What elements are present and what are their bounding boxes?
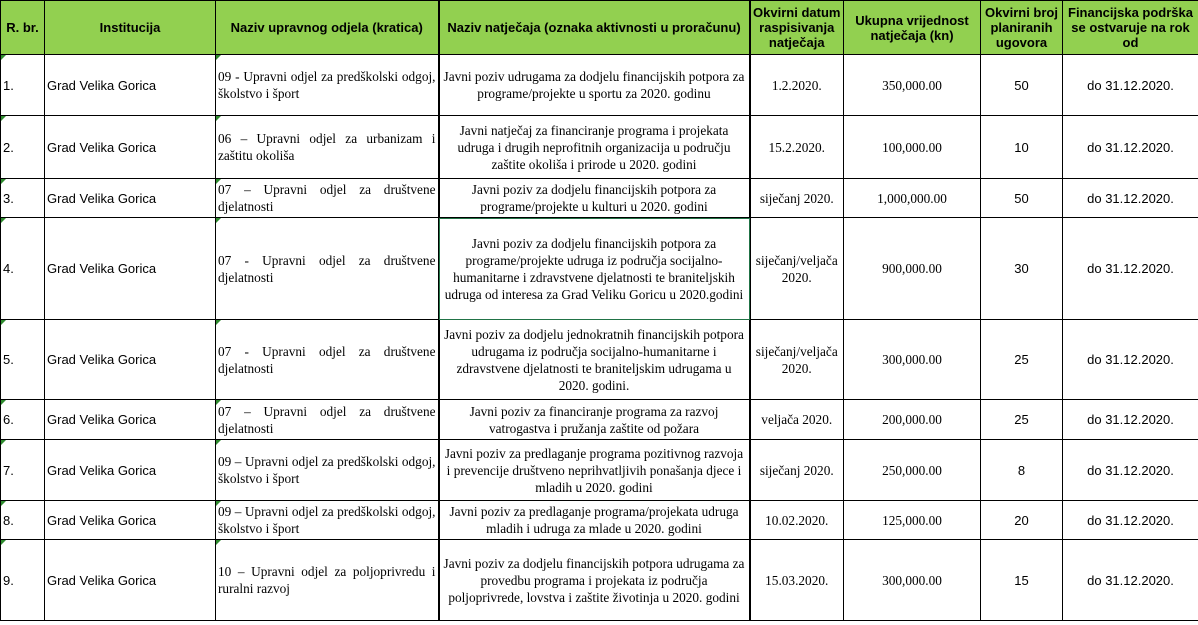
cell-contracts-text: 50 xyxy=(1014,77,1029,93)
cell-num[interactable] xyxy=(1,501,45,540)
cell-tender-name[interactable] xyxy=(439,320,750,400)
comment-marker-icon xyxy=(1,501,6,506)
table-row xyxy=(1,218,1198,320)
header-num[interactable]: R. br. xyxy=(1,1,45,55)
cell-support-text: do 31.12.2020. xyxy=(1087,412,1174,427)
comment-marker-icon xyxy=(1,400,6,405)
cell-contracts-text: 8 xyxy=(1017,462,1026,478)
cell-department-text: 09 - Upravni odjel za predškolski odgoj, školstvo i šport xyxy=(218,69,436,101)
cell-date-text: siječanj 2020. xyxy=(759,462,834,478)
cell-num[interactable] xyxy=(1,55,45,116)
cell-institution-text: Grad Velika Gorica xyxy=(47,462,157,478)
comment-marker-icon xyxy=(1,320,6,325)
comment-marker-icon xyxy=(216,540,221,545)
cell-tender-name[interactable] xyxy=(439,540,750,621)
cell-contracts-text: 30 xyxy=(1014,261,1029,276)
cell-value-text: 200,000.00 xyxy=(882,412,942,427)
comment-marker-icon xyxy=(1,179,6,184)
cell-value-text: 350,000.00 xyxy=(882,77,942,93)
cell-institution[interactable] xyxy=(45,540,216,621)
cell-value[interactable] xyxy=(844,400,981,440)
header-department[interactable]: Naziv upravnog odjela (kratica) xyxy=(216,1,439,55)
cell-support[interactable] xyxy=(1063,501,1198,540)
comment-marker-icon xyxy=(1,440,6,445)
cell-department[interactable] xyxy=(216,501,439,540)
cell-num-text: 5. xyxy=(3,352,14,367)
comment-marker-icon xyxy=(1,218,6,223)
cell-date[interactable] xyxy=(750,218,844,320)
header-date[interactable]: Okvirni datum raspisivanja natječaja xyxy=(750,1,844,55)
cell-num-text: 2. xyxy=(3,139,14,155)
table-row xyxy=(1,55,1198,116)
cell-contracts[interactable] xyxy=(981,116,1063,179)
cell-date-text: 10.02.2020. xyxy=(765,512,829,528)
cell-value[interactable] xyxy=(844,218,981,320)
cell-date[interactable] xyxy=(750,540,844,621)
cell-date-text: 15.2.2020. xyxy=(768,139,825,155)
cell-institution[interactable] xyxy=(45,320,216,400)
header-support[interactable]: Financijska podrška se ostvaruje na rok od xyxy=(1063,1,1198,55)
cell-tender-name[interactable] xyxy=(439,400,750,440)
header-contracts[interactable]: Okvirni broj planiranih ugovora xyxy=(981,1,1063,55)
cell-contracts-text: 25 xyxy=(1014,352,1029,367)
table-row xyxy=(1,440,1198,501)
cell-support-text: do 31.12.2020. xyxy=(1087,261,1174,276)
table-row xyxy=(1,320,1198,400)
cell-institution[interactable] xyxy=(45,55,216,116)
cell-num[interactable] xyxy=(1,116,45,179)
cell-value-text: 900,000.00 xyxy=(882,261,942,276)
cell-department[interactable] xyxy=(216,320,439,400)
cell-contracts[interactable] xyxy=(981,320,1063,400)
cell-num[interactable] xyxy=(1,400,45,440)
cell-tender-name-text: Javni poziv za predlaganje programa pozitivnog razvoja i prevencije društveno neprihvatljivih ponašanja djece i mladih u 2020. godini xyxy=(444,445,744,495)
cell-tender-name[interactable] xyxy=(439,501,750,540)
cell-department[interactable] xyxy=(216,400,439,440)
cell-support[interactable] xyxy=(1063,116,1198,179)
cell-support-text: do 31.12.2020. xyxy=(1087,77,1174,93)
table-row xyxy=(1,179,1198,218)
cell-tender-name[interactable] xyxy=(439,116,750,179)
cell-num[interactable] xyxy=(1,179,45,218)
cell-tender-name[interactable] xyxy=(439,218,750,320)
cell-value-text: 125,000.00 xyxy=(882,512,942,528)
cell-institution[interactable] xyxy=(45,400,216,440)
cell-department[interactable] xyxy=(216,540,439,621)
cell-contracts[interactable] xyxy=(981,179,1063,218)
cell-institution-text: Grad Velika Gorica xyxy=(47,412,157,427)
comment-marker-icon xyxy=(216,501,221,506)
cell-support[interactable] xyxy=(1063,440,1198,501)
cell-value[interactable] xyxy=(844,540,981,621)
cell-institution-text: Grad Velika Gorica xyxy=(47,190,157,206)
cell-institution-text: Grad Velika Gorica xyxy=(47,77,157,93)
cell-num[interactable] xyxy=(1,540,45,621)
header-institution[interactable]: Institucija xyxy=(45,1,216,55)
cell-institution[interactable] xyxy=(45,218,216,320)
cell-value[interactable] xyxy=(844,179,981,218)
cell-num-text: 7. xyxy=(3,462,14,478)
cell-support[interactable] xyxy=(1063,55,1198,116)
cell-contracts[interactable] xyxy=(981,218,1063,320)
cell-tender-name-text: Javni poziv za dodjelu financijskih potpora za programe/projekte udruga iz područja socijalno-humanitarne i zdravstvene djelatnosti te braniteljskih udruga od interesa za Grad Veliku Goricu u 2020.godini xyxy=(444,235,744,302)
cell-value-text: 250,000.00 xyxy=(882,462,942,478)
cell-support-text: do 31.12.2020. xyxy=(1087,139,1174,155)
comment-marker-icon xyxy=(216,400,221,405)
cell-contracts-text: 20 xyxy=(1014,512,1029,528)
comment-marker-icon xyxy=(216,440,221,445)
cell-value[interactable] xyxy=(844,320,981,400)
cell-contracts-text: 10 xyxy=(1014,139,1029,155)
cell-tender-name-text: Javni natječaj za financiranje programa i projekata udruga i drugih neprofitnih organizacija u području zaštite okoliša i prirode u 2020. godini xyxy=(457,122,731,172)
cell-contracts[interactable] xyxy=(981,400,1063,440)
cell-num-text: 1. xyxy=(3,77,14,93)
cell-department-text: 06 – Upravni odjel za urbanizam i zaštitu okoliša xyxy=(218,131,436,163)
cell-tender-name-text: Javni poziv za predlaganje programa/projekata udruga mladih i udruga za mlade u 2020. godini xyxy=(449,504,739,536)
cell-contracts[interactable] xyxy=(981,540,1063,621)
cell-value[interactable] xyxy=(844,501,981,540)
cell-tender-name[interactable] xyxy=(439,179,750,218)
cell-date-text: siječanj/veljača 2020. xyxy=(755,343,838,376)
cell-support[interactable] xyxy=(1063,218,1198,320)
cell-institution[interactable] xyxy=(45,501,216,540)
cell-date-text: siječanj 2020. xyxy=(759,190,834,206)
cell-institution-text: Grad Velika Gorica xyxy=(47,139,157,155)
cell-date[interactable] xyxy=(750,440,844,501)
cell-contracts[interactable] xyxy=(981,55,1063,116)
table-row xyxy=(1,400,1198,440)
cell-date-text: siječanj/veljača 2020. xyxy=(755,252,838,285)
comment-marker-icon xyxy=(1,540,6,545)
cell-date-text: veljača 2020. xyxy=(761,412,833,427)
cell-department[interactable] xyxy=(216,116,439,179)
cell-institution[interactable] xyxy=(45,179,216,218)
comment-marker-icon xyxy=(1,116,6,121)
cell-date[interactable] xyxy=(750,55,844,116)
cell-support-text: do 31.12.2020. xyxy=(1087,352,1174,367)
cell-tender-name-text: Javni poziv udrugama za dodjelu financijskih potpora za programe/projekte u sportu za 2020. godinu xyxy=(443,69,745,101)
cell-institution-text: Grad Velika Gorica xyxy=(47,261,157,276)
cell-date-text: 1.2.2020. xyxy=(771,77,822,93)
cell-value[interactable] xyxy=(844,440,981,501)
cell-tender-name-text: Javni poziv za dodjelu financijskih potpora udrugama za provedbu programa i projekata iz područja poljoprivrede, lovstva i zaštite životinja u 2020. godini xyxy=(443,555,745,605)
cell-num[interactable] xyxy=(1,218,45,320)
cell-date[interactable] xyxy=(750,501,844,540)
table-row xyxy=(1,540,1198,621)
cell-institution-text: Grad Velika Gorica xyxy=(47,352,157,367)
cell-num-text: 9. xyxy=(3,572,14,588)
cell-num-text: 8. xyxy=(3,512,14,528)
cell-tender-name[interactable] xyxy=(439,55,750,116)
cell-tender-name[interactable] xyxy=(439,440,750,501)
cell-date[interactable] xyxy=(750,116,844,179)
table-row xyxy=(1,116,1198,179)
cell-department[interactable] xyxy=(216,218,439,320)
cell-institution[interactable] xyxy=(45,116,216,179)
cell-support-text: do 31.12.2020. xyxy=(1087,190,1174,206)
table-row xyxy=(1,501,1198,540)
cell-contracts[interactable] xyxy=(981,501,1063,540)
cell-department[interactable] xyxy=(216,440,439,501)
cell-support[interactable] xyxy=(1063,179,1198,218)
cell-institution[interactable] xyxy=(45,440,216,501)
comment-marker-icon xyxy=(216,116,221,121)
cell-num-text: 4. xyxy=(3,261,14,276)
cell-department[interactable] xyxy=(216,179,439,218)
cell-value-text: 300,000.00 xyxy=(882,572,942,588)
cell-num[interactable] xyxy=(1,320,45,400)
cell-date[interactable] xyxy=(750,320,844,400)
cell-contracts-text: 15 xyxy=(1014,572,1029,588)
header-tender-name[interactable]: Naziv natječaja (oznaka aktivnosti u proračunu) xyxy=(439,1,750,55)
cell-contracts-text: 50 xyxy=(1014,190,1029,206)
cell-department-text: 07 - Upravni odjel za društvene djelatnosti xyxy=(218,343,436,376)
cell-institution-text: Grad Velika Gorica xyxy=(47,512,157,528)
comment-marker-icon xyxy=(1,55,6,60)
cell-department-text: 09 – Upravni odjel za predškolski odgoj, školstvo i šport xyxy=(218,454,436,486)
cell-num[interactable] xyxy=(1,440,45,501)
cell-department-text: 10 – Upravni odjel za poljoprivredu i ruralni razvoj xyxy=(218,564,436,596)
cell-contracts-text: 25 xyxy=(1014,412,1029,427)
cell-support-text: do 31.12.2020. xyxy=(1087,462,1174,478)
header-row xyxy=(1,1,1198,55)
cell-contracts[interactable] xyxy=(981,440,1063,501)
cell-department[interactable] xyxy=(216,55,439,116)
cell-value-text: 100,000.00 xyxy=(882,139,942,155)
cell-department-text: 07 – Upravni odjel za društvene djelatnosti xyxy=(218,403,436,436)
cell-value[interactable] xyxy=(844,55,981,116)
cell-value[interactable] xyxy=(844,116,981,179)
cell-support[interactable] xyxy=(1063,540,1198,621)
comment-marker-icon xyxy=(216,179,221,184)
cell-support[interactable] xyxy=(1063,320,1198,400)
cell-date[interactable] xyxy=(750,400,844,440)
cell-department-text: 09 – Upravni odjel za predškolski odgoj, školstvo i šport xyxy=(218,504,436,536)
cell-num-text: 3. xyxy=(3,190,14,206)
cell-support-text: do 31.12.2020. xyxy=(1087,512,1174,528)
comment-marker-icon xyxy=(216,218,221,223)
comment-marker-icon xyxy=(216,320,221,325)
cell-value-text: 1,000,000.00 xyxy=(877,190,947,206)
cell-tender-name-text: Javni poziv za financiranje programa za razvoj vatrogastva i pružanja zaštite od požara xyxy=(469,403,719,436)
cell-tender-name-text: Javni poziv za dodjelu financijskih potpora za programe/projekte u kulturi u 2020. godini xyxy=(471,182,717,214)
cell-value-text: 300,000.00 xyxy=(882,352,942,367)
cell-department-text: 07 – Upravni odjel za društvene djelatnosti xyxy=(218,182,436,214)
cell-date-text: 15.03.2020. xyxy=(765,572,829,588)
cell-support-text: do 31.12.2020. xyxy=(1087,572,1174,588)
comment-marker-icon xyxy=(216,55,221,60)
cell-date[interactable] xyxy=(750,179,844,218)
cell-department-text: 07 - Upravni odjel za društvene djelatnosti xyxy=(218,252,436,285)
cell-num-text: 6. xyxy=(3,412,14,427)
cell-support[interactable] xyxy=(1063,400,1198,440)
cell-institution-text: Grad Velika Gorica xyxy=(47,572,157,588)
cell-tender-name-text: Javni poziv za dodjelu jednokratnih financijskih potpora udrugama iz područja socijalno-humanitarne i zdravstvene djelatnosti te braniteljskim udrugama u 2020. godini. xyxy=(444,326,744,393)
header-value[interactable]: Ukupna vrijednost natječaja (kn) xyxy=(844,1,981,55)
